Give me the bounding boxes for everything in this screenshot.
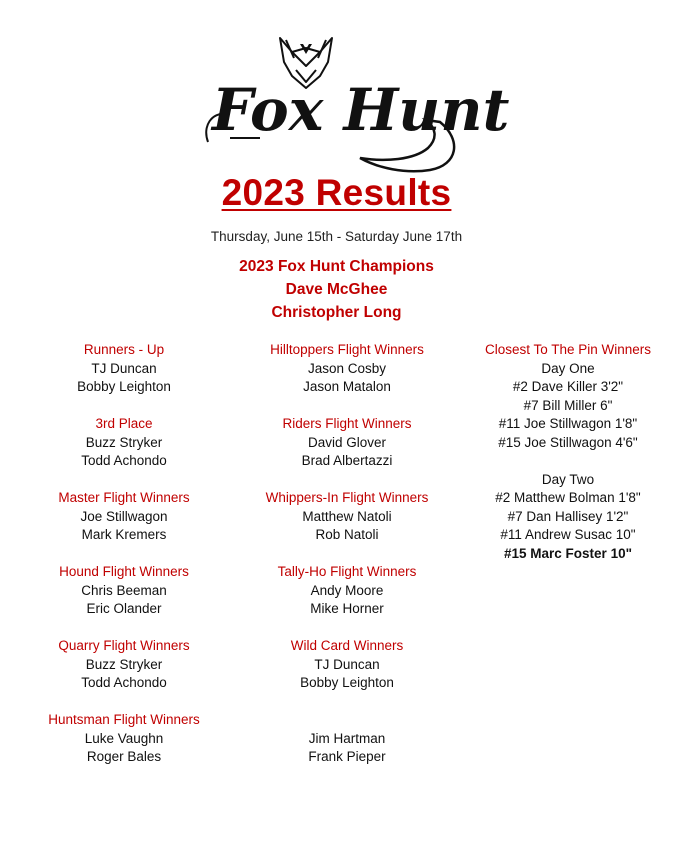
closest-to-pin-heading: Closest To The Pin Winners [484,342,652,357]
winner-name: Buzz Stryker [85,656,163,672]
winner-name: Todd Achondo [81,675,167,690]
results-column-left [29,341,219,767]
group-heading: Master Flight Winners [58,490,190,505]
group-heading: Tally-Ho Flight Winners [277,564,417,579]
winner-name: Chris Beeman [81,582,167,598]
winner-name: Andy Moore [310,582,384,598]
winner-name: Roger Bales [86,749,162,764]
winner-name: Buzz Stryker [85,434,163,450]
winner-name: Luke Vaughn [84,730,164,746]
fox-hunt-logo [200,30,510,178]
winner-name: David Glover [307,434,387,450]
champions-heading: 2023 Fox Hunt Champions [239,258,434,275]
winner-name: Jason Cosby [307,360,387,376]
fox-head-icon [200,30,510,178]
group-heading: Wild Card Winners [290,638,404,653]
winner-name: Eric Olander [86,601,162,616]
day-label: Day One [541,360,595,376]
winner-name: Frank Pieper [308,749,386,764]
winner-name: Brad Albertazzi [301,453,393,468]
pin-entry: #15 Marc Foster 10" [504,545,632,561]
group-heading: 3rd Place [95,416,153,431]
closest-to-pin-column [468,341,668,563]
group-heading: Quarry Flight Winners [58,638,190,653]
logo-wordmark: Fox Hunt [212,76,510,144]
pin-entry: #2 Dave Killer 3'2" [512,379,624,394]
page-title: 2023 Results [221,172,452,213]
group-heading: Huntsman Flight Winners [48,712,200,727]
event-dates: Thursday, June 15th - Saturday June 17th [210,229,463,244]
winner-name: Jason Matalon [303,379,391,394]
champion-name: Christopher Long [271,304,402,321]
pin-entry: #2 Matthew Bolman 1'8" [495,490,641,505]
champions-block [0,255,673,324]
winner-name: TJ Duncan [314,656,380,672]
winner-name: Matthew Natoli [302,508,392,524]
winner-name: Jim Hartman [308,730,386,746]
winner-name: Joe Stillwagon [80,508,168,524]
group-heading: Whippers-In Flight Winners [265,490,429,505]
group-heading-empty [247,711,447,730]
winner-name: Mike Horner [310,601,384,616]
group-heading: Hilltoppers Flight Winners [270,342,424,357]
pin-entry: #15 Joe Stillwagon 4'6" [498,434,638,450]
pin-entry: #11 Andrew Susac 10" [500,527,636,542]
winner-name: Rob Natoli [315,527,379,542]
results-column-middle [247,341,447,767]
pin-entry: #7 Bill Miller 6" [523,397,613,413]
champion-name: Dave McGhee [285,281,388,298]
winner-name: Mark Kremers [81,527,167,542]
day-label: Day Two [541,471,595,487]
winner-name: Todd Achondo [81,453,167,468]
winner-name: Bobby Leighton [300,675,394,690]
group-heading: Riders Flight Winners [282,416,412,431]
winner-name: TJ Duncan [91,360,157,376]
winner-name: Bobby Leighton [77,379,171,394]
pin-entry: #7 Dan Hallisey 1'2" [507,508,629,524]
pin-entry: #11 Joe Stillwagon 1'8" [498,416,638,431]
group-heading: Runners - Up [83,342,165,357]
group-heading: Hound Flight Winners [59,564,189,579]
